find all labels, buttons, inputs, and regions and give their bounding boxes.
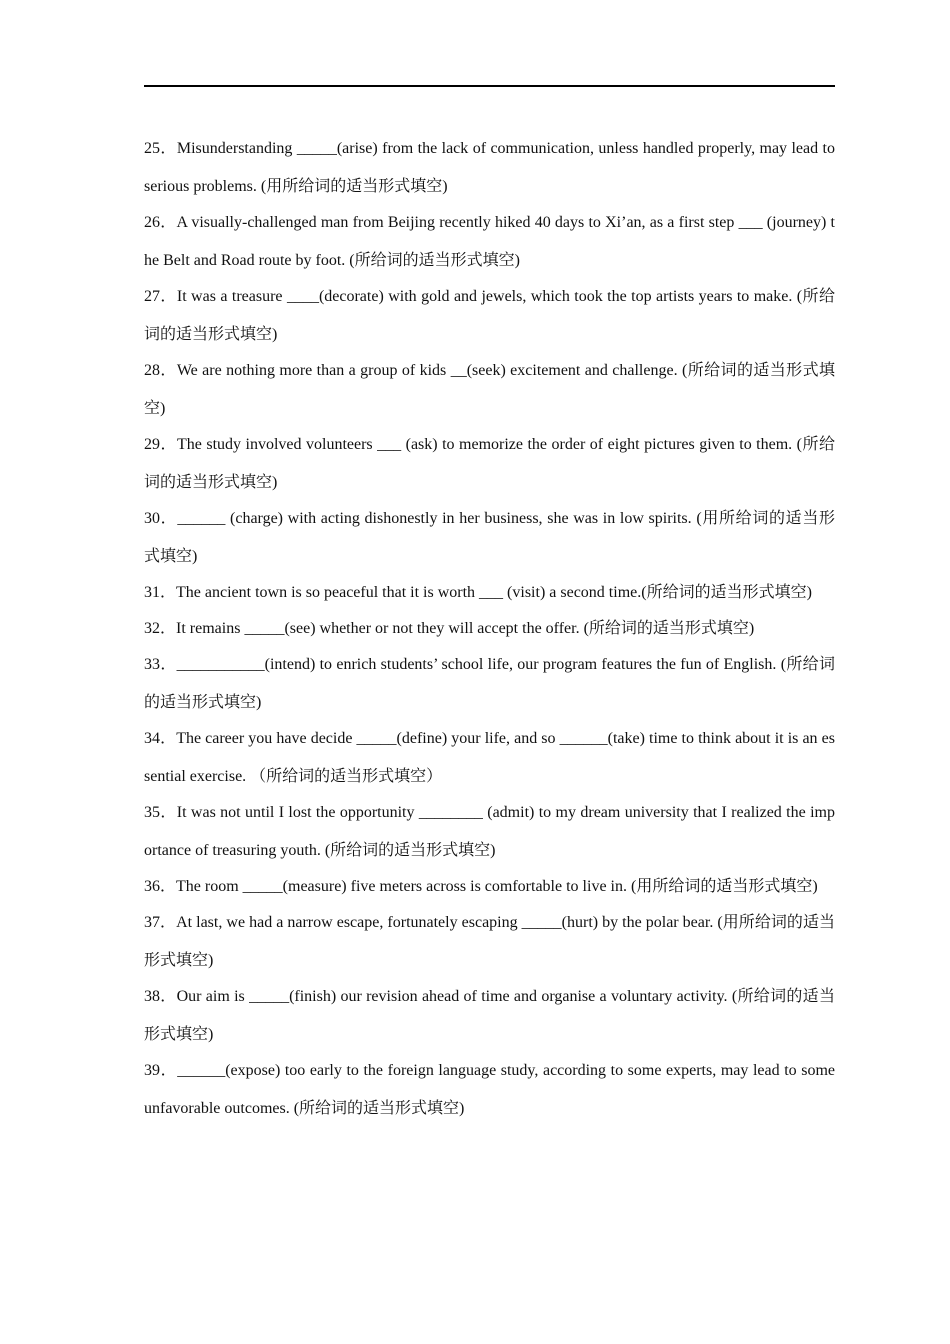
question-text: Misunderstanding _____(arise) from the lack of communication, unless handled properly, may lead to serious problems. (用所给词的适当形式填空) bbox=[144, 140, 835, 195]
question-text: The study involved volunteers ___ (ask) to memorize the order of eight pictures given to them. (所给词的适当形式填空) bbox=[144, 436, 835, 491]
question-text: The room _____(measure) five meters across is comfortable to live in. (用所给词的适当形式填空) bbox=[176, 878, 818, 895]
question-number: 30． bbox=[144, 510, 178, 527]
question-number: 27． bbox=[144, 288, 177, 305]
question-text: The career you have decide _____(define) your life, and so ______(take) time to think about it is an essential exercise. （所给词的适当形式填空） bbox=[144, 730, 835, 785]
question-text: It was not until I lost the opportunity ________ (admit) to my dream university that I realized the importance of treasuring youth. (所给词的适当形式填空) bbox=[144, 804, 835, 859]
question-28 bbox=[144, 352, 835, 428]
question-text: ______(expose) too early to the foreign language study, according to some experts, may lead to some unfavorable outcomes. (所给词的适当形式填空) bbox=[144, 1062, 835, 1117]
question-32 bbox=[144, 610, 835, 648]
question-text: Our aim is _____(finish) our revision ahead of time and organise a voluntary activity. (所给词的适当形式填空) bbox=[144, 988, 835, 1043]
question-number: 34． bbox=[144, 730, 177, 747]
question-39 bbox=[144, 1052, 835, 1128]
question-number: 29． bbox=[144, 436, 177, 453]
question-25 bbox=[144, 130, 835, 206]
question-text: At last, we had a narrow escape, fortunately escaping _____(hurt) by the polar bear. (用所给词的适当形式填空) bbox=[144, 914, 835, 969]
question-27 bbox=[144, 278, 835, 354]
question-35 bbox=[144, 794, 835, 870]
question-list bbox=[144, 130, 835, 1126]
question-number: 33． bbox=[144, 656, 177, 673]
question-number: 26． bbox=[144, 214, 177, 231]
question-text: The ancient town is so peaceful that it is worth ___ (visit) a second time.(所给词的适当形式填空) bbox=[176, 584, 812, 601]
question-33 bbox=[144, 646, 835, 722]
question-number: 28． bbox=[144, 362, 177, 379]
question-29 bbox=[144, 426, 835, 502]
question-37 bbox=[144, 904, 835, 980]
question-text: ______ (charge) with acting dishonestly in her business, she was in low spirits. (用所给词的适当形式填空) bbox=[144, 510, 835, 565]
question-number: 36． bbox=[144, 878, 177, 895]
question-30 bbox=[144, 500, 835, 576]
question-text: ___________(intend) to enrich students’ school life, our program features the fun of English. (所给词的适当形式填空) bbox=[144, 656, 835, 711]
question-text: It remains _____(see) whether or not they will accept the offer. (所给词的适当形式填空) bbox=[176, 620, 755, 637]
question-text: It was a treasure ____(decorate) with gold and jewels, which took the top artists years to make. (所给词的适当形式填空) bbox=[144, 288, 835, 343]
question-number: 32． bbox=[144, 620, 177, 637]
question-number: 39． bbox=[144, 1062, 178, 1079]
question-number: 37． bbox=[144, 914, 177, 931]
question-text: We are nothing more than a group of kids __(seek) excitement and challenge. (所给词的适当形式填空) bbox=[144, 362, 835, 417]
question-38 bbox=[144, 978, 835, 1054]
question-text: A visually-challenged man from Beijing recently hiked 40 days to Xi’an, as a first step ___ (journey) the Belt and Road route by foot. (所给词的适当形式填空) bbox=[144, 214, 835, 269]
question-number: 31． bbox=[144, 584, 177, 601]
question-26 bbox=[144, 204, 835, 280]
question-34 bbox=[144, 720, 835, 796]
question-31 bbox=[144, 574, 835, 612]
question-number: 38． bbox=[144, 988, 177, 1005]
question-number: 35． bbox=[144, 804, 177, 821]
question-number: 25． bbox=[144, 140, 177, 157]
header-rule bbox=[144, 85, 835, 87]
question-36 bbox=[144, 868, 835, 906]
